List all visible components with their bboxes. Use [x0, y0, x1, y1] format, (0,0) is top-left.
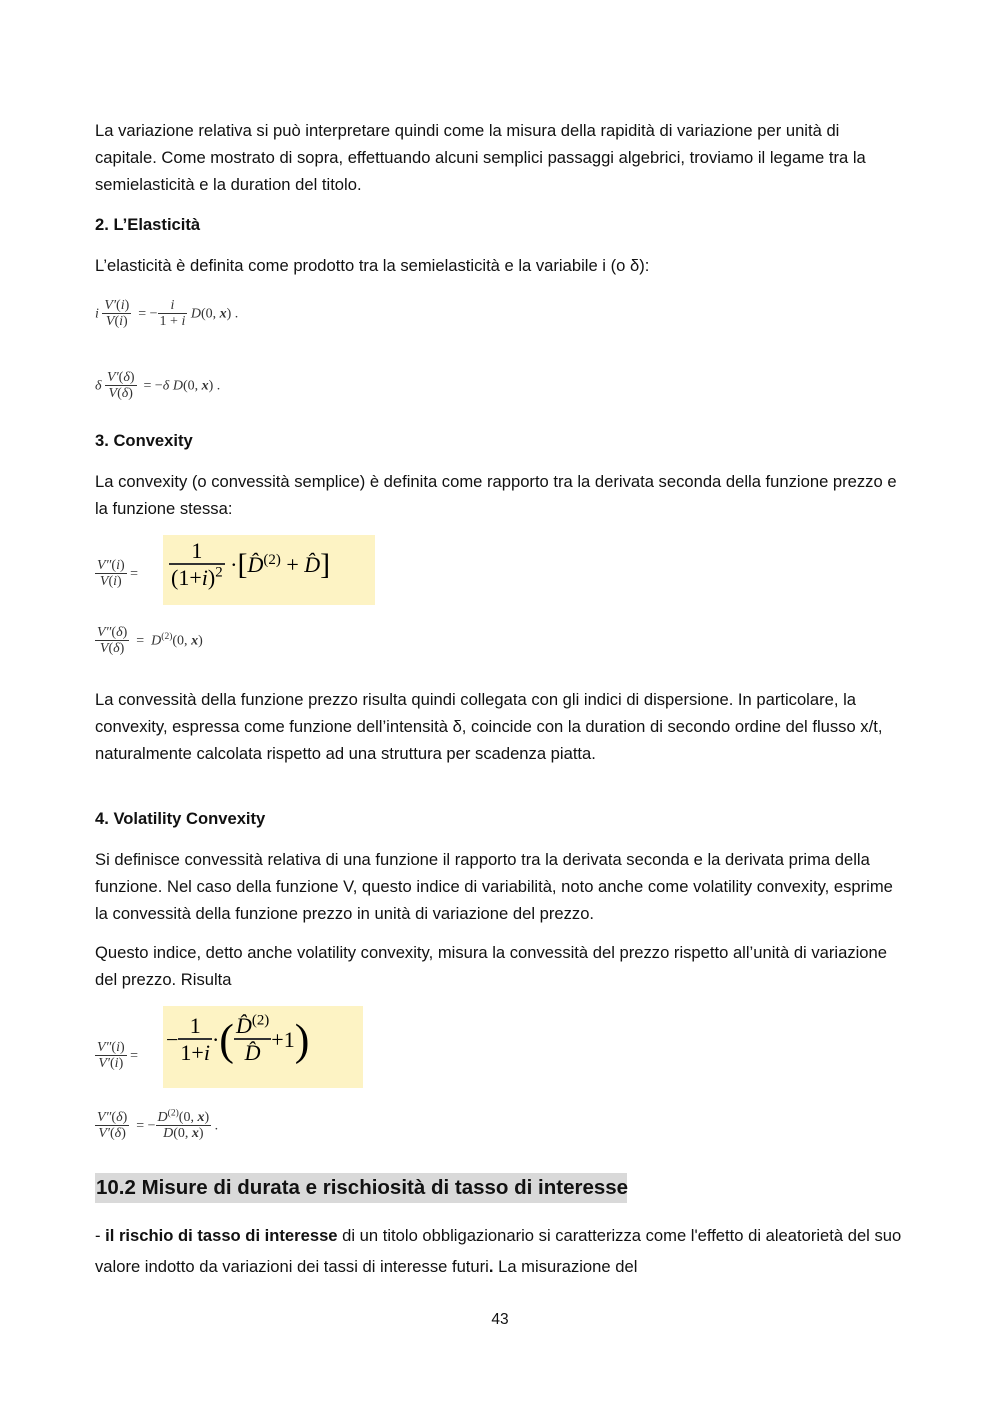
paragraph-relative-variation: La variazione relativa si può interpretare quindi come la misura della rapidità di variazione per unità di capitale. Come mostrato di sopra, effettuando alcuni semplici passaggi algebrici, troviamo il legame tra la semielasticità e la duration del titolo.	[95, 121, 866, 194]
section-title-10-2: 10.2 Misure di durata e rischiosità di tasso di interesse	[95, 1173, 627, 1203]
list-dash: -	[95, 1226, 106, 1245]
heading-convexity: 3. Convexity	[95, 431, 193, 450]
formula-convexity-delta: $\frac{V''(\delta)}{V(\delta)}$ = $D^{(2)}(0$, x)	[97, 625, 203, 657]
paragraph-convexity-definition: La convexity (o convessità semplice) è definita come rapporto tra la derivata seconda della funzione prezzo e la funzione stessa:	[95, 472, 897, 518]
formula-volatility-i-lhs: $\frac{V''(i)}{V'(i)}$ =	[97, 1040, 139, 1072]
paragraph-elasticity-definition: L’elasticità è definita come prodotto tra la semielasticità e la variabile i (o δ):	[95, 256, 650, 275]
highlight-convexity-i: $\frac{1}{(1+i)^2}$ ·[D̂$^{(2)}$ + D̂]	[163, 535, 375, 605]
formula-elasticity-delta: δ $\frac{V'(\delta)}{V(\delta)}$ = −δ D(0, x) .	[95, 370, 221, 402]
paragraph-relative-convexity: Si definisce convessità relativa di una funzione il rapporto tra la derivata seconda e la derivata prima della funzione. Nel caso della funzione V, questo indice di variabilità, noto anche come volatility convexity, esprime la convessità della funzione prezzo in unità di variazione del prezzo.	[95, 850, 893, 923]
formula-volatility-delta: $\frac{V''(\delta)}{V'(\delta)}$ = − $\frac{D^{(2)}(0, x)}{D(0, x)}$ .	[97, 1108, 219, 1142]
page-number: 43	[491, 1311, 509, 1328]
formula-convexity-i-lhs: $\frac{V''(i)}{V(i)}$ =	[97, 558, 139, 590]
paragraph-convexity-dispersion: La convessità della funzione prezzo risulta quindi collegata con gli indici di dispersione. In particolare, la convexity, espressa come funzione dell’intensità δ, coincide con la duration di secondo ordine del flusso x/t, naturalmente calcolata rispetto ad una struttura per scadenza piatta.	[95, 690, 883, 763]
paragraph-volatility-convexity: Questo indice, detto anche volatility convexity, misura la convessità del prezzo rispetto all’unità di variazione del prezzo. Risulta	[95, 943, 887, 989]
heading-volatility-convexity: 4. Volatility Convexity	[95, 809, 266, 828]
formula-elasticity-i: i $\frac{V'(i)}{V(i)}$ = − $\frac{i}{1 + i}$ D(0, x) .	[95, 298, 239, 330]
sentence-dot: .	[488, 1257, 494, 1276]
heading-elasticity: 2. L’Elasticità	[95, 215, 201, 234]
interest-rate-risk-text: di un titolo obbligazionario si caratterizza come l'effetto di aleatorietà del suo valore indotto da variazioni dei tassi di interesse futuri	[95, 1226, 902, 1276]
term-interest-rate-risk: il rischio di tasso di interesse	[105, 1226, 338, 1245]
paragraph-interest-rate-risk	[95, 1220, 905, 1282]
highlight-volatility-i: − $\frac{1}{1+i}$ ·( $\frac{D̂^{(2)}}{D̂}$ +1)	[163, 1006, 363, 1088]
interest-rate-risk-tail: La misurazione del	[493, 1257, 638, 1276]
